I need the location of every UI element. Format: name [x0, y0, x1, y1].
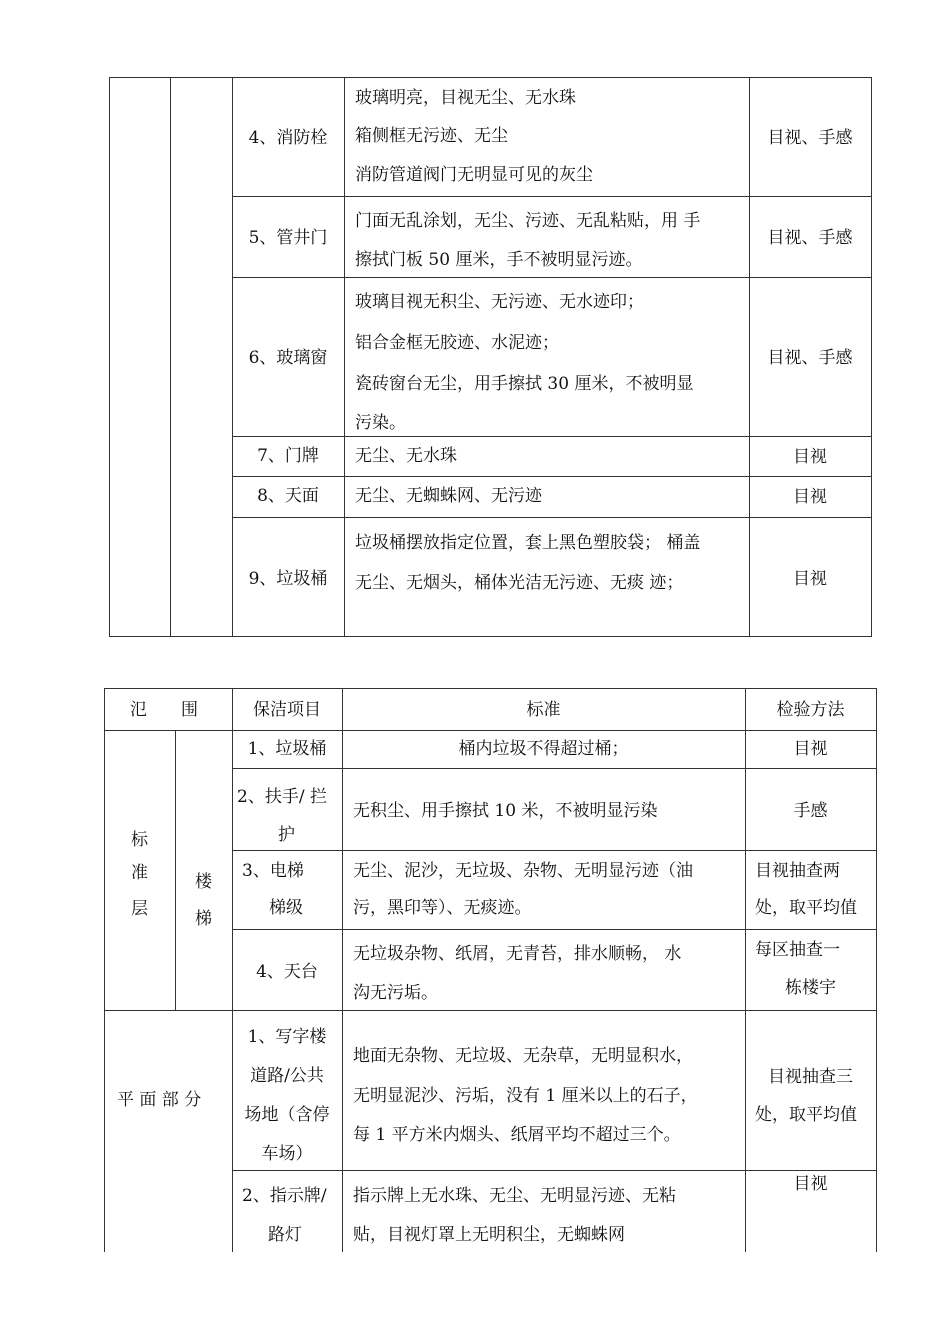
table-border [871, 77, 872, 637]
item-cell: 车场） [261, 1144, 313, 1164]
standard-line: 每 1 平方米内烟头、纸屑平均不超过三个。 [353, 1125, 681, 1145]
standard-line: 瓷砖窗台无尘，用手擦拭 30 厘米，不被明显 [355, 374, 694, 394]
item-cell: 9、垃圾桶 [248, 569, 328, 589]
standard-line: 无尘、无蜘蛛网、无污迹 [355, 486, 542, 506]
column-divider [745, 688, 746, 1252]
item-cell: 2、扶手/ 拦 [237, 787, 327, 807]
item-cell: 3、电梯 [242, 861, 304, 881]
header-standard: 标准 [526, 700, 561, 720]
standard-line: 消防管道阀门无明显可见的灰尘 [355, 165, 593, 185]
table-border [104, 688, 876, 689]
group-label-standard-floor: 准 [131, 863, 148, 883]
item-cell: 梯级 [269, 898, 303, 918]
method-cell: 目视 [793, 447, 827, 467]
method-cell: 处，取平均值 [755, 1105, 857, 1125]
item-cell: 8、天面 [257, 486, 319, 506]
column-divider [170, 77, 171, 637]
method-cell: 目视、手感 [767, 348, 853, 368]
row-divider [232, 476, 872, 477]
row-divider [232, 768, 876, 769]
method-cell: 目视 [793, 487, 827, 507]
standard-line: 门面无乱涂划，无尘、污迹、无乱粘贴，用 手 [355, 211, 701, 231]
table-border [109, 77, 872, 78]
header-item: 保洁项目 [253, 700, 321, 720]
method-cell: 每区抽查一 [755, 940, 840, 960]
item-cell: 场地（含停 [244, 1105, 330, 1125]
standard-line: 指示牌上无水珠、无尘、无明显污迹、无粘 [353, 1186, 676, 1206]
column-divider [175, 730, 176, 1010]
item-cell: 1、写字楼 [247, 1027, 327, 1047]
method-cell: 手感 [793, 801, 828, 821]
item-cell: 2、指示牌/ [242, 1186, 327, 1206]
item-cell: 4、天台 [256, 962, 318, 982]
method-cell: 栋楼宇 [785, 978, 836, 998]
header-method: 检验方法 [776, 700, 845, 720]
standard-line: 玻璃明亮，目视无尘、无水珠 [355, 88, 576, 108]
standard-line: 贴，目视灯罩上无明积尘，无蜘蛛网 [353, 1225, 625, 1245]
standard-line: 擦拭门板 50 厘米，手不被明显污迹。 [355, 250, 643, 270]
header-divider [104, 730, 876, 731]
row-divider [232, 850, 876, 851]
header-scope: 氾 围 [130, 700, 198, 720]
column-divider [342, 688, 343, 1252]
table-border [109, 77, 110, 637]
standard-line: 地面无杂物、无垃圾、无杂草，无明显积水， [353, 1046, 693, 1066]
row-divider [232, 436, 872, 437]
standard-line: 玻璃目视无积尘、无污迹、无水迹印； [355, 292, 644, 312]
standard-line: 无尘、泥沙，无垃圾、杂物、无明显污迹（油 [353, 861, 693, 881]
item-cell: 4、消防栓 [248, 128, 328, 148]
standard-line: 垃圾桶摆放指定位置，套上黑色塑胶袋； 桶盖 [355, 533, 701, 553]
row-divider [232, 196, 872, 197]
subgroup-label-stairs: 梯 [195, 909, 212, 929]
method-cell: 目视 [793, 739, 828, 759]
row-divider [232, 929, 876, 930]
group-label-standard-floor: 标 [131, 830, 148, 850]
standard-line: 无垃圾杂物、纸屑，无青苔，排水顺畅， 水 [353, 944, 682, 964]
method-cell: 处，取平均值 [755, 898, 857, 918]
table-border [876, 688, 877, 1252]
standard-line: 污染。 [355, 413, 406, 433]
standard-line: 桶内垃圾不得超过桶； [458, 739, 629, 759]
item-cell: 1、垃圾桶 [247, 739, 327, 759]
subgroup-label-stairs: 楼 [195, 872, 212, 892]
method-cell: 目视、手感 [767, 128, 853, 148]
row-divider [232, 277, 872, 278]
standard-line: 铝合金框无胶迹、水泥迹； [355, 333, 559, 353]
standard-line: 无明显泥沙、污垢，没有 1 厘米以上的石子， [353, 1086, 698, 1106]
method-cell: 目视抽查两 [755, 861, 840, 881]
standard-line: 箱侧框无污迹、无尘 [355, 126, 508, 146]
standard-line: 无尘、无烟头，桶体光洁无污迹、无痰 迹； [355, 573, 684, 593]
group-label-plane: 平 面 部 分 [117, 1090, 202, 1110]
standard-line: 污，黑印等）、无痰迹。 [353, 898, 532, 918]
method-cell: 目视 [793, 1174, 828, 1194]
standard-line: 无积尘、用手擦拭 10 米，不被明显污染 [353, 801, 658, 821]
item-cell: 7、门牌 [257, 446, 319, 466]
group-label-standard-floor: 层 [131, 899, 148, 919]
method-cell: 目视抽查三 [768, 1067, 853, 1087]
column-divider [344, 77, 345, 637]
table-border [104, 688, 105, 1252]
item-cell: 6、玻璃窗 [248, 348, 328, 368]
row-divider [232, 1170, 876, 1171]
item-cell: 道路/公共 [250, 1066, 324, 1086]
method-cell: 目视、手感 [767, 228, 853, 248]
standard-line: 沟无污垢。 [353, 983, 438, 1003]
method-cell: 目视 [793, 569, 827, 589]
standard-line: 无尘、无水珠 [355, 446, 457, 466]
table-border [109, 636, 872, 637]
item-cell: 护 [278, 825, 295, 845]
row-divider [232, 517, 872, 518]
item-cell: 路灯 [268, 1225, 302, 1245]
group-divider [104, 1010, 876, 1011]
item-cell: 5、管井门 [248, 228, 328, 248]
